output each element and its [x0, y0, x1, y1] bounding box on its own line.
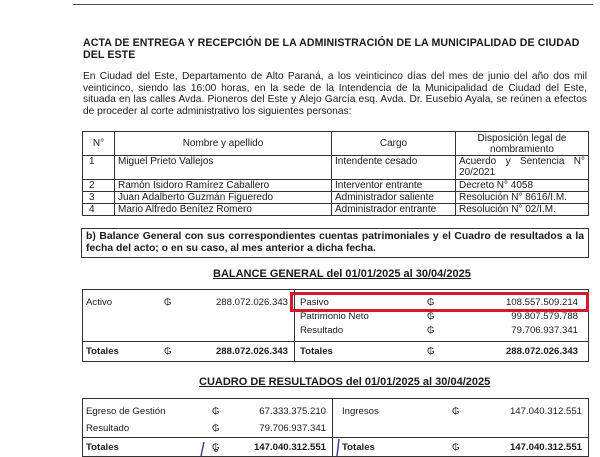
totals-left-value: 288.072.026.343	[215, 346, 288, 357]
row-name: Ramón Isidoro Ramírez Caballero	[115, 180, 332, 192]
results-totals-right-label: Totales	[342, 442, 375, 453]
row-name: Juan Adalberto Guzmán Figueredo	[115, 192, 332, 204]
row-num: 3	[83, 192, 115, 204]
ingresos-value: 147.040.312.551	[509, 406, 582, 417]
currency-symbol: ₲	[164, 297, 172, 308]
row-legal: Acuerdo y Sentencia N° 20/2021	[456, 156, 589, 180]
table-row	[83, 180, 589, 192]
row-num: 4	[83, 204, 115, 216]
result-label: Resultado	[86, 423, 130, 434]
col-header-role: Cargo	[332, 132, 456, 156]
col-header-num: N°	[83, 132, 115, 156]
results-totals-left-label: Totales	[86, 442, 119, 453]
pasivo-label: Pasivo	[300, 297, 329, 308]
patrimonio-value: 99.807.579.788	[511, 311, 578, 322]
totals-right-value: 288.072.026.343	[505, 346, 578, 357]
ingresos-label: Ingresos	[342, 406, 379, 417]
pasivo-value: 108.557.509.214	[505, 297, 578, 308]
resultado-value: 79.706.937.341	[511, 325, 578, 336]
currency-symbol: ₲	[212, 442, 220, 453]
egreso-value: 67.333.375.210	[259, 406, 326, 417]
row-num: 2	[83, 180, 115, 192]
intro-paragraph: En Ciudad del Este, Departamento de Alto Paraná, a los veinticinco días del mes de junio del año dos mil veinticinco, siendo las 16:00 horas, en la sede de la Intendencia de la Municipalidad de Ciudad del Este, situada en las calles Avda. Pioneros del Este y Alejo García esq. Avda. Dr. Eusebio Ayala, se reúnen a efectos de proceder al corte administrativo los siguientes personas:	[83, 71, 587, 117]
section-b-text: b) Balance General con sus correspondientes cuentas patrimoniales y el Cuadro de resultados a la fecha del acto; o en su caso, al mes anterior a dicha fecha.	[81, 228, 589, 258]
resultado-label: Resultado	[300, 325, 344, 336]
balance-totals-rule	[82, 341, 589, 342]
table-row	[83, 156, 589, 180]
results-totals-left-value: 147.040.312.551	[253, 442, 326, 453]
row-name: Miguel Prieto Vallejos	[115, 156, 332, 180]
activo-label: Activo	[86, 297, 113, 308]
currency-symbol: ₲	[164, 346, 172, 357]
results-totals-right-value: 147.040.312.551	[509, 442, 582, 453]
results-heading: CUADRO DE RESULTADOS del 01/01/2025 al 30/04/2025	[199, 376, 491, 388]
row-legal: Resolución N° 02/I.M.	[456, 204, 589, 216]
row-legal: Resolución N° 8616/I.M.	[456, 192, 589, 204]
result-value: 79.706.937.341	[259, 423, 326, 434]
col-header-name: Nombre y apellido	[115, 132, 332, 156]
row-name: Mario Alfredo Benítez Romero	[115, 204, 332, 216]
balance-heading: BALANCE GENERAL del 01/01/2025 al 30/04/2025	[213, 268, 471, 280]
ink-stroke-icon	[330, 438, 346, 457]
col-header-legal: Disposición legal de nombramiento	[456, 132, 589, 156]
ink-mark-icon	[196, 440, 226, 457]
row-role: Interventor entrante	[332, 180, 456, 192]
row-legal: Decreto N° 4058	[456, 180, 589, 192]
activo-value: 288.072.026.343	[215, 297, 288, 308]
row-role: Intendente cesado	[332, 156, 456, 180]
currency-symbol: ₲	[427, 311, 435, 322]
currency-symbol: ₲	[212, 406, 220, 417]
row-num: 1	[83, 156, 115, 180]
totals-left-label: Totales	[86, 346, 119, 357]
currency-symbol: ₲	[452, 442, 460, 453]
top-rule	[73, 4, 593, 5]
currency-symbol: ₲	[212, 423, 220, 434]
row-role: Administrador entrante	[332, 204, 456, 216]
totals-right-label: Totales	[300, 346, 333, 357]
currency-symbol: ₲	[427, 297, 435, 308]
row-role: Administrador saliente	[332, 192, 456, 204]
egreso-label: Egreso de Gestión	[86, 406, 166, 417]
patrimonio-label: Patrimonio Neto	[300, 311, 369, 322]
people-table	[82, 131, 589, 216]
currency-symbol: ₲	[427, 325, 435, 336]
currency-symbol: ₲	[452, 406, 460, 417]
pasivo-highlight-box	[290, 292, 589, 312]
document-title: ACTA DE ENTREGA Y RECEPCIÓN DE LA ADMINISTRACIÓN DE LA MUNICIPALIDAD DE CIUDAD DEL ESTE	[83, 37, 580, 61]
currency-symbol: ₲	[427, 346, 435, 357]
table-row	[83, 204, 589, 216]
table-row	[83, 192, 589, 204]
